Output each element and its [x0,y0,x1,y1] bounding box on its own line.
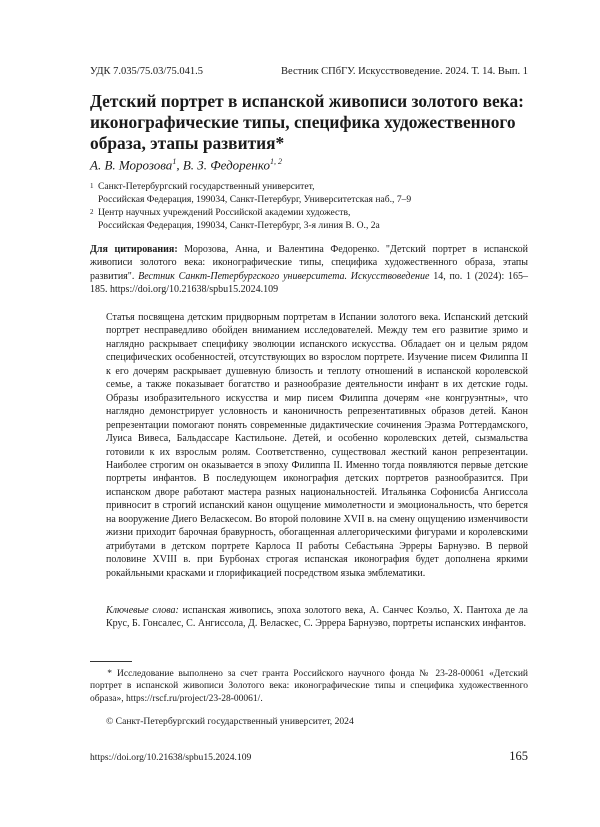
author-list [90,157,282,173]
affiliation-institution: Санкт-Петербургский государственный университет, [98,181,315,192]
affiliation-address: Российская Федерация, 199034, Санкт-Петербург, 3-я линия В. О., 2а [98,220,380,231]
running-header [90,66,528,77]
author-2-name: В. З. Федоренко [182,157,270,173]
page-footer [90,749,528,764]
affiliation-institution: Центр научных учреждений Российской академии художеств, [98,207,351,218]
affiliation-item [90,180,528,206]
affiliation-address: Российская Федерация, 199034, Санкт-Петербург, Университетская наб., 7–9 [98,194,412,205]
author-1-name: А. В. Морозова [90,157,173,173]
author-separator: , [176,157,183,173]
citation-block [90,243,528,297]
article-title: Детский портрет в испанской живописи золотого века: иконографические типы, специфика художественного образа, этапы развития* [90,91,524,153]
copyright-notice: © Санкт-Петербургский государственный университет, 2024 [106,716,354,727]
keywords-text: испанская живопись, эпоха золотого века, А. Санчес Коэльо, Х. Пантоха де ла Крус, Б. Гонсалес, С. Ангиссола, Д. Веласкес, С. Эррера Барнуэво, портреты испанских инфантов. [106,605,528,630]
footnote-text: Исследование выполнено за счет гранта Российского научного фонда № 23-28-00061 «Детский портрет в испанской живописи Золотого века: иконографические типы и специфика художественного образа», https://rscf.ru/project/23-28-00061/. [90,669,528,704]
abstract: Статья посвящена детским придворным портретам в Испании золотого века. Испанский детский портрет несправедливо обойден вниманием исследователей. Между тем его развитие зримо и наглядно раскрывает специфику эволюции испанского искусства. Обладает он и целым рядом специфических особенностей, отсутствующих во взрослом портрете. Изучение писем Филиппа II к его дочерям раскрывает душевную близость и теплоту отношений в испанской королевской семье, а также показывает богатство и разнообразие деятельности инфант в их детские годы. Образы изобразительного искусства и мир писем Филиппа дочерям «не конгруэнтны», что наглядно демонстрирует условность и каноничность репрезентативных образов детей. Канон репрезентации помогают понять современные дидактические сочинения Эразма Роттердамского, Луиса Вивеса, Бальдассаре Кастильоне. Детей, и особенно королевских детей, сызмальства готовили к их взрослым ролям. Соответственно, существовал жесткий канон репрезентации. Наиболее строгим он оказывается в эпоху Филиппа II. Именно тогда появляются первые детские портреты инфантов. В последующем иконография детских портретов разнообразится. При испанском дворе работают мастера разных национальностей. Итальянка Софонисба Ангиссола привносит в строгий испанский канон ощущение мимолетности и эмоциональность, что берется на вооружение Диего Веласкесом. Во второй половине XVII в. на смену ощущению изменчивости жизни приходит барочная бравурность, обогащенная аллегорическими фигурами и королевскими атрибутами в детском портрете Карлоса II работы Себастьяна Эрреры Барнуэво. В первой половине XVIII в. при Бурбонах строгая испанская иконография будет дополнена яркими рокайльными красками и глорификацией посредством языка эмблематики. [106,312,528,579]
footnote-divider [90,661,132,662]
udc-code: УДК 7.035/75.03/75.041.5 [90,66,203,77]
journal-reference: Вестник СПбГУ. Искусствоведение. 2024. Т. 14. Вып. 1 [281,66,528,77]
author-1-affiliation-mark: 1 [172,157,177,166]
citation-label: Для цитирования: [90,244,178,255]
citation-journal: Вестник Санкт-Петербургского университета. Искусствоведение [138,270,430,282]
citation-text: Морозова, Анна, и Валентина Федоренко. "Детский портрет в испанской живописи золотого века: иконографические типы, специфика художественного образа, этапы развития". [90,244,528,282]
footnote [90,668,528,705]
footer-doi-link[interactable]: https://doi.org/10.21638/spbu15.2024.109 [90,752,252,763]
affiliation-number: 2 [90,208,94,216]
citation-details: 14, по. 1 (2024): 165–185. https://doi.org/10.21638/spbu15.2024.109 [90,270,528,296]
page-number: 165 [509,749,528,763]
affiliation-item [90,206,528,232]
keywords-block [106,604,528,631]
footnote-mark: * [107,669,112,679]
keywords-label: Ключевые слова: [106,605,179,616]
affiliation-number: 1 [90,182,94,190]
affiliations [90,180,528,232]
author-2-affiliation-mark: 1, 2 [269,157,282,166]
